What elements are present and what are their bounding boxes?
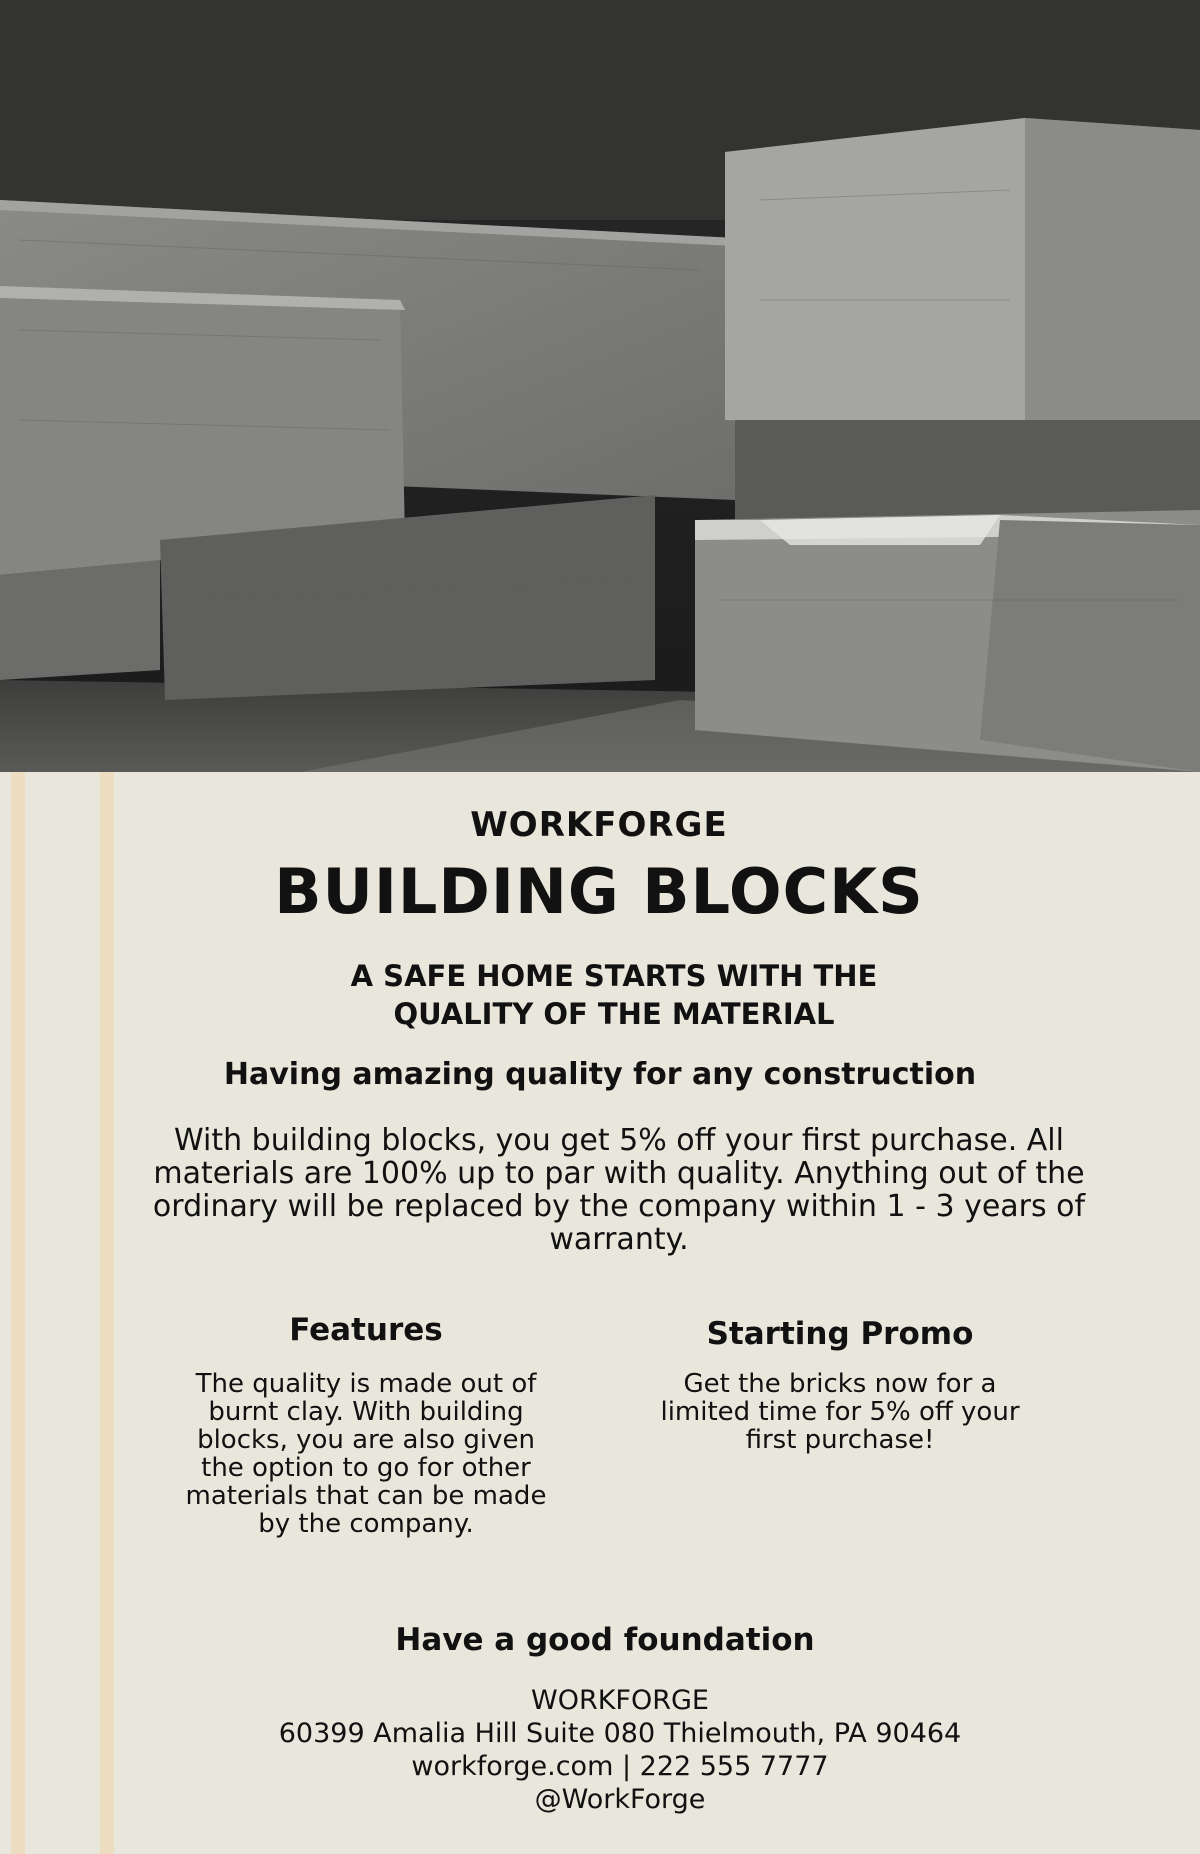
tagline-line-1: A SAFE HOME STARTS WITH THE <box>350 959 878 993</box>
tagline-line-2: QUALITY OF THE MATERIAL <box>393 997 835 1031</box>
contact-block <box>130 1684 1110 1816</box>
page-title: BUILDING BLOCKS <box>274 855 924 928</box>
decorative-stripe-left <box>11 772 25 1854</box>
promo-section <box>630 1316 1050 1454</box>
contact-address: 60399 Amalia Hill Suite 080 Thielmouth, PA 90464 <box>278 1718 962 1749</box>
features-heading: Features <box>289 1312 443 1348</box>
features-section <box>156 1312 576 1538</box>
contact-handle[interactable]: @WorkForge <box>534 1784 706 1815</box>
promo-heading: Starting Promo <box>706 1316 974 1352</box>
contact-company: WORKFORGE <box>531 1685 709 1716</box>
intro-paragraph: With building blocks, you get 5% off your first purchase. All materials are 100% up to par with quality. Anything out of the ordinary will be replaced by the company within 1 - 3 years of warranty. <box>152 1123 1086 1257</box>
subheading: Having amazing quality for any construction <box>223 1057 977 1092</box>
contact-web-phone[interactable]: workforge.com | 222 555 7777 <box>411 1751 829 1782</box>
concrete-blocks-illustration <box>0 0 1200 772</box>
brand-name: WORKFORGE <box>470 805 728 845</box>
promo-body: Get the bricks now for a limited time for 5% off your first purchase! <box>660 1369 1020 1455</box>
features-body: The quality is made out of burnt clay. With building blocks, you are also given the option to go for other materials that can be made by the company. <box>185 1369 547 1539</box>
decorative-stripe-inner <box>100 772 114 1854</box>
tagline <box>130 957 1098 1033</box>
hero-image <box>0 0 1200 772</box>
footer-heading: Have a good foundation <box>395 1622 815 1658</box>
